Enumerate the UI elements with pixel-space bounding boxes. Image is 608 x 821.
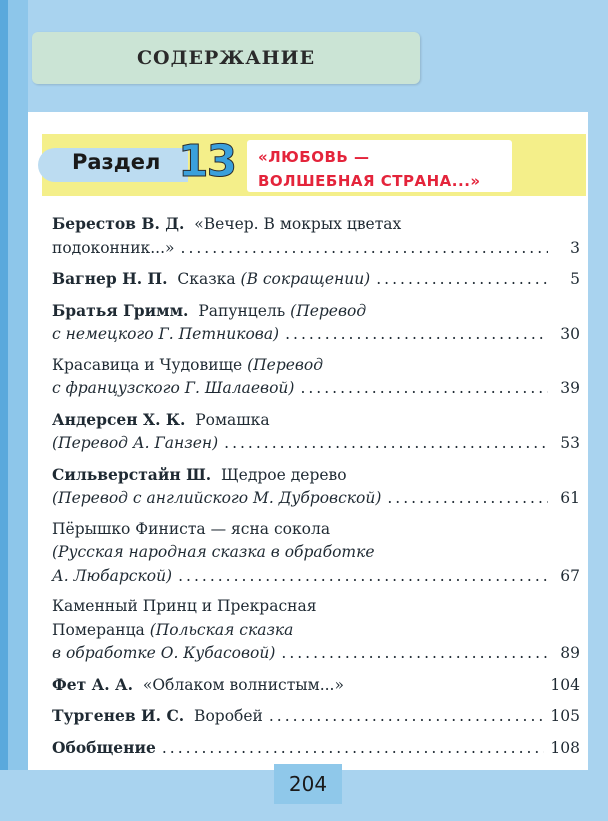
toc-entry[interactable] [52,518,580,589]
contents-header [32,32,420,84]
toc-page-number: 89 [560,644,580,662]
page-number: 204 [288,772,328,796]
toc-entry[interactable] [52,408,580,456]
toc-leader [162,737,545,761]
toc-entry[interactable] [52,299,580,347]
toc-leader [285,323,548,347]
toc-title: «Облаком волнистым...» [133,675,344,694]
toc-title: подоконник...» [52,238,175,257]
toc-note: (Перевод [290,301,367,320]
toc-note: (В сокращении) [240,270,371,288]
toc-author: Братья Гримм. [52,300,189,320]
toc-page-number: 3 [570,238,580,257]
table-of-contents [52,212,580,767]
contents-title: СОДЕРЖАНИЕ [136,47,316,69]
toc-page-number: 108 [550,738,580,757]
toc-note: (Польская сказка [149,620,294,639]
toc-title: Сказка [167,270,241,288]
toc-entry[interactable] [52,595,580,666]
toc-entry[interactable] [52,673,580,698]
toc-page-number: 67 [560,566,580,585]
toc-title: Ромашка [185,410,270,429]
toc-title: Померанца [52,620,150,639]
toc-title: Красавица и Чудовище [52,355,248,374]
section-title-line-1: «ЛЮБОВЬ — [258,148,370,166]
toc-author: Обобщение [52,737,156,757]
toc-entry[interactable] [52,212,580,260]
toc-leader [269,705,545,729]
toc-entry[interactable] [52,736,580,761]
toc-leader [387,487,548,511]
toc-note: (Русская народная сказка в обработке [52,543,375,561]
toc-leader [181,237,548,261]
toc-title: Воробей [184,707,263,725]
toc-title: «Вечер. В мокрых цветах [184,215,402,233]
toc-entry[interactable] [52,704,580,729]
toc-page-number: 53 [560,434,580,452]
toc-entry[interactable] [52,354,580,401]
section-title-line-2: ВОЛШЕБНАЯ СТРАНА...» [258,172,481,190]
toc-author: Андерсен Х. К. [52,409,186,429]
toc-title: Каменный Принц и Прекрасная [52,597,317,615]
toc-note: (Перевод [247,355,324,374]
toc-note: А. Любарской) [52,566,173,585]
toc-note: (Перевод А. Ганзен) [52,434,219,452]
page-number-box [274,764,342,804]
toc-author: Берестов В. Д. [52,214,185,233]
toc-leader [376,268,548,292]
toc-page-number: 30 [560,325,580,343]
toc-note: с французского Г. Шалаевой) [52,379,295,397]
toc-author: Тургенев И. С. [52,706,185,725]
toc-author: Сильверстайн Ш. [52,464,212,484]
toc-leader [300,377,548,401]
section-number: 13 [178,136,236,187]
toc-note: в обработке О. Кубасовой) [52,644,276,662]
toc-leader [281,642,548,666]
toc-note: (Перевод с английского М. Дубровской) [52,489,382,507]
page-right-border [588,0,608,821]
toc-author: Фет А. А. [52,674,134,694]
toc-page-number: 39 [560,379,580,397]
toc-title: Щедрое дерево [211,465,347,484]
toc-title: Рапунцель [188,301,291,320]
toc-leader [224,432,548,456]
toc-leader [178,565,548,589]
toc-entry[interactable] [52,463,580,511]
section-title [258,145,508,193]
page-left-stripe [0,0,8,821]
toc-page-number: 61 [560,489,580,507]
section-label: Раздел [72,150,161,174]
toc-entry[interactable] [52,267,580,292]
toc-note: с немецкого Г. Петникова) [52,325,280,343]
toc-author: Вагнер Н. П. [52,269,168,288]
toc-title: Пёрышко Финиста — ясна сокола [52,519,331,538]
toc-page-number: 5 [570,270,580,288]
toc-page-number: 104 [550,675,580,694]
toc-page-number: 105 [550,707,580,725]
